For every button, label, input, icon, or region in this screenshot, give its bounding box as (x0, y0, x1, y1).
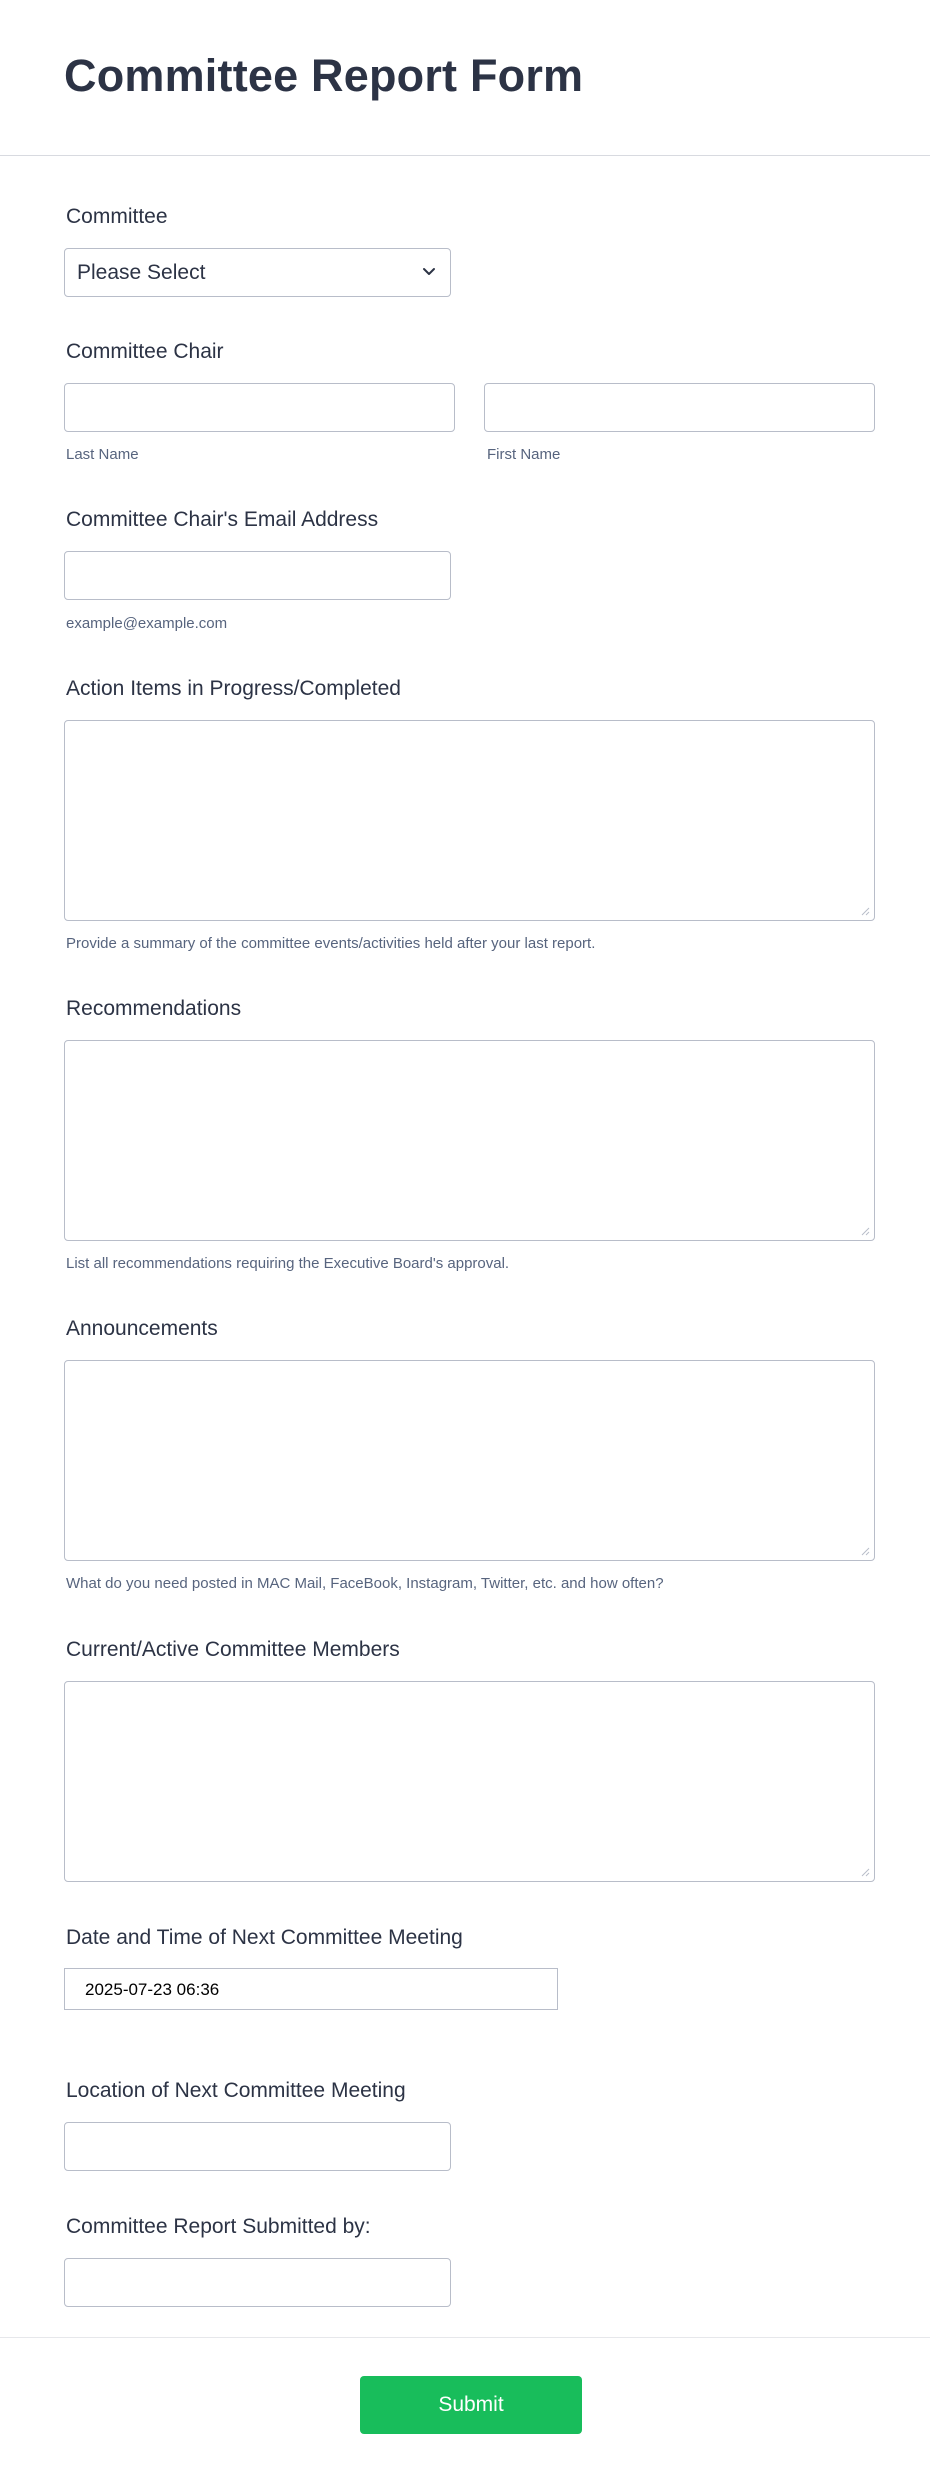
committee-chair-label: Committee Chair (66, 340, 224, 363)
form-header (0, 0, 930, 156)
chair-email-sublabel: example@example.com (66, 615, 228, 632)
action-items-label: Action Items in Progress/Completed (66, 677, 401, 700)
resize-grip-icon[interactable] (860, 906, 870, 916)
resize-grip-icon[interactable] (860, 1867, 870, 1877)
submitted-by-label: Committee Report Submitted by: (66, 2215, 371, 2238)
next-meeting-location-label: Location of Next Committee Meeting (66, 2079, 406, 2102)
next-meeting-datetime-value: 2025-07-23 06:36 (85, 1980, 220, 1999)
action-items-textarea[interactable] (64, 720, 875, 921)
recommendations-label: Recommendations (66, 997, 242, 1020)
form-footer (0, 2337, 930, 2486)
chair-email-input[interactable] (64, 551, 451, 600)
submit-button[interactable]: Submit (360, 2376, 582, 2434)
announcements-label: Announcements (66, 1317, 218, 1340)
first-name-input[interactable] (484, 383, 875, 432)
next-meeting-location-input[interactable] (64, 2122, 451, 2171)
next-meeting-datetime-input[interactable] (64, 1968, 558, 2010)
announcements-sublabel: What do you need posted in MAC Mail, FaceBook, Instagram, Twitter, etc. and how often? (66, 1575, 664, 1592)
next-meeting-datetime-label: Date and Time of Next Committee Meeting (66, 1926, 463, 1949)
committee-label: Committee (66, 205, 168, 228)
chair-email-label: Committee Chair's Email Address (66, 508, 379, 531)
action-items-sublabel: Provide a summary of the committee events/activities held after your last report. (66, 935, 596, 952)
resize-grip-icon[interactable] (860, 1226, 870, 1236)
page-title: Committee Report Form (64, 50, 584, 101)
committee-select-value: Please Select (77, 261, 206, 284)
recommendations-textarea[interactable] (64, 1040, 875, 1241)
recommendations-sublabel: List all recommendations requiring the Executive Board's approval. (66, 1255, 510, 1272)
last-name-sublabel: Last Name (66, 446, 139, 463)
members-textarea[interactable] (64, 1681, 875, 1882)
committee-select[interactable] (64, 248, 451, 297)
chevron-down-icon (420, 263, 438, 281)
members-label: Current/Active Committee Members (66, 1638, 400, 1661)
last-name-input[interactable] (64, 383, 455, 432)
announcements-textarea[interactable] (64, 1360, 875, 1561)
resize-grip-icon[interactable] (860, 1546, 870, 1556)
submitted-by-input[interactable] (64, 2258, 451, 2307)
first-name-sublabel: First Name (487, 446, 561, 463)
